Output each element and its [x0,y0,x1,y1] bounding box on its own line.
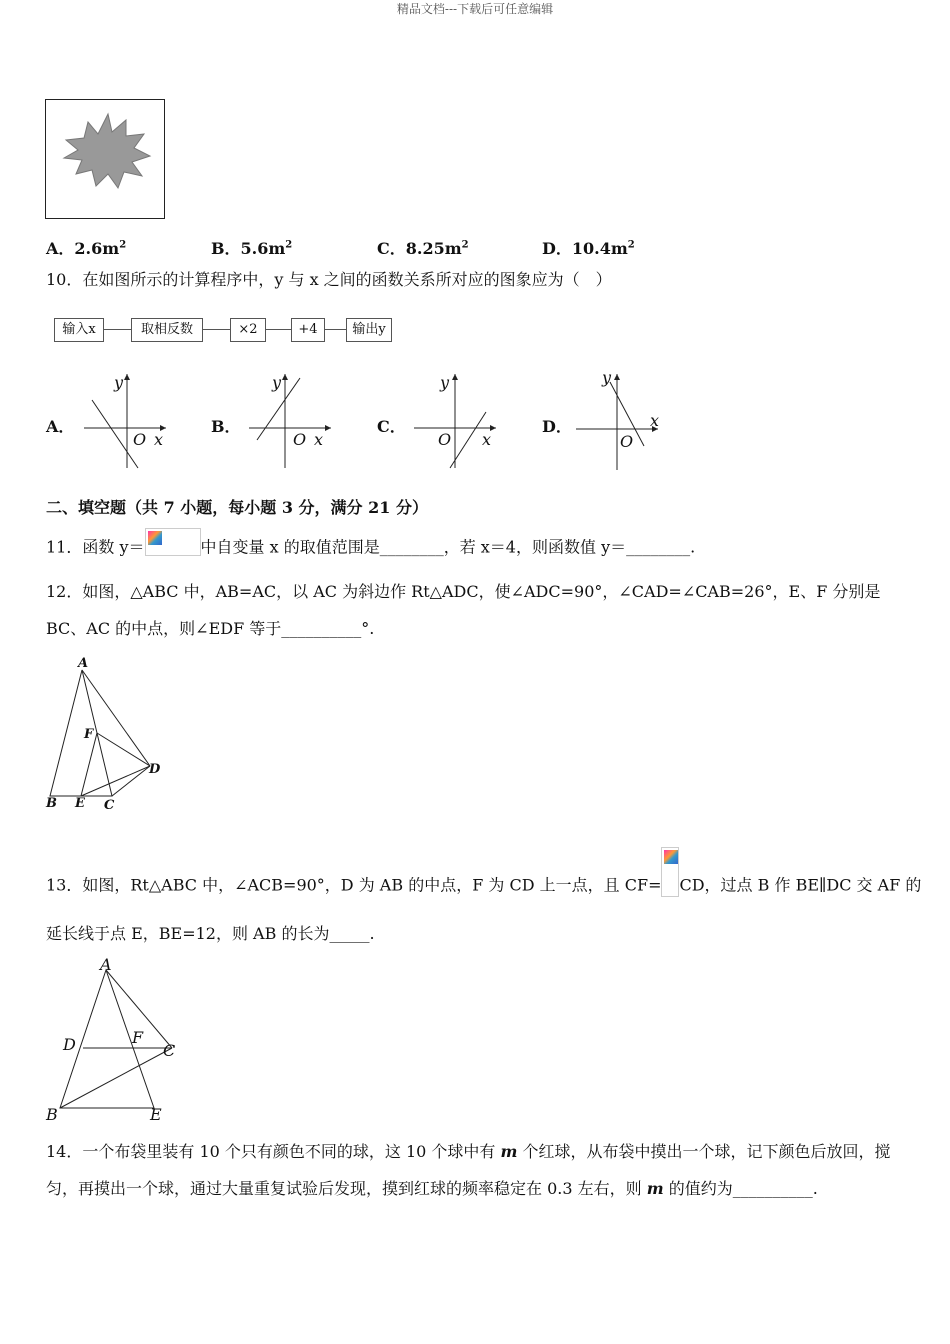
q14-line2: 匀，再摸出一个球，通过大量重复试验后发现，摸到红球的频率稳定在 0.3 左右，则 m 的值约为__________. [46,1179,818,1198]
q9-option-a: A．$2.6m^2$ [46,239,127,258]
graph-a-x: x [154,430,164,449]
graph-c-y: y [440,373,450,392]
graph-d-o: O [620,432,634,451]
graph-b-x: x [314,430,324,449]
q12-label-d: D [149,762,161,777]
q12-label-e: E [75,796,85,811]
graph-c-o: O [438,430,452,449]
flow-output: 输出y [346,318,392,342]
q10-graph-b [245,370,335,470]
q10-option-d-label: D． [542,417,572,436]
q13-label-c: C [163,1041,176,1060]
q12-figure [40,656,170,816]
flow-negate: 取相反数 [131,318,203,342]
q10-option-b-label: B． [211,417,241,436]
q10-graph-d [572,370,662,470]
graph-b-y: y [272,373,282,392]
flow-input: 输入x [54,318,104,342]
q13-label-f: F [132,1028,144,1047]
q14-line1: 14．一个布袋里装有 10 个只有颜色不同的球，这 10 个球中有 m 个红球，从布袋中摸出一个球，记下颜色后放回，搅 [46,1142,891,1161]
q10-graph-c [410,370,500,470]
flow-times-two: ×2 [230,318,266,342]
q9-option-b: B．$5.6m^2$ [211,239,293,258]
flow-plus-four: +4 [291,318,325,342]
graph-b-o: O [293,430,307,449]
broken-image-icon-2 [661,847,679,897]
q10-option-c-label: C． [377,417,406,436]
graph-a-o: O [133,430,147,449]
graph-c-x: x [482,430,492,449]
section-2-heading: 二、填空题（共 7 小题，每小题 3 分，满分 21 分） [46,498,428,517]
q9-option-c: C．$8.25m^2$ [377,239,469,258]
q13-line1: 13．如图，Rt△ABC 中，∠ACB=90°，D 为 AB 的中点，F 为 CD 上一点，且 CF= CD，过点 B 作 BE∥DC 交 AF 的 [46,861,921,911]
broken-image-icon [145,528,201,556]
q9-option-d: D．$10.4m^2$ [542,239,635,258]
graph-d-y: y [602,368,612,387]
q12-label-b: B [46,796,57,811]
q10-text: 10．在如图所示的计算程序中，y 与 x 之间的函数关系所对应的图象应为（ ） [46,270,612,289]
page-header: 精品文档---下载后可任意编辑 [396,2,554,16]
q13-line2: 延长线于点 E，BE=12，则 AB 的长为_____. [46,924,375,943]
q12-label-c: C [104,798,115,813]
q10-option-a-label: A． [46,417,75,436]
q10-graph-a [80,370,170,470]
q12-line2: BC、AC 的中点，则∠EDF 等于__________°. [46,619,375,638]
q13-label-a: A [100,955,112,974]
graph-d-x: x [650,411,660,430]
q13-label-e: E [150,1105,162,1124]
q12-label-f: F [84,727,94,742]
q11-text: 11．函数 y＝ 中自变量 x 的取值范围是________，若 x＝4，则函数值 y＝________. [46,534,695,562]
graph-a-y: y [114,373,124,392]
q13-label-b: B [46,1105,58,1124]
splat-shape [46,100,164,218]
q13-label-d: D [63,1035,76,1054]
splat-figure [45,99,165,219]
q12-line1: 12．如图，△ABC 中，AB=AC，以 AC 为斜边作 Rt△ADC，使∠ADC=90°，∠CAD=∠CAB=26°，E、F 分别是 [46,582,881,601]
q12-label-a: A [78,656,89,671]
